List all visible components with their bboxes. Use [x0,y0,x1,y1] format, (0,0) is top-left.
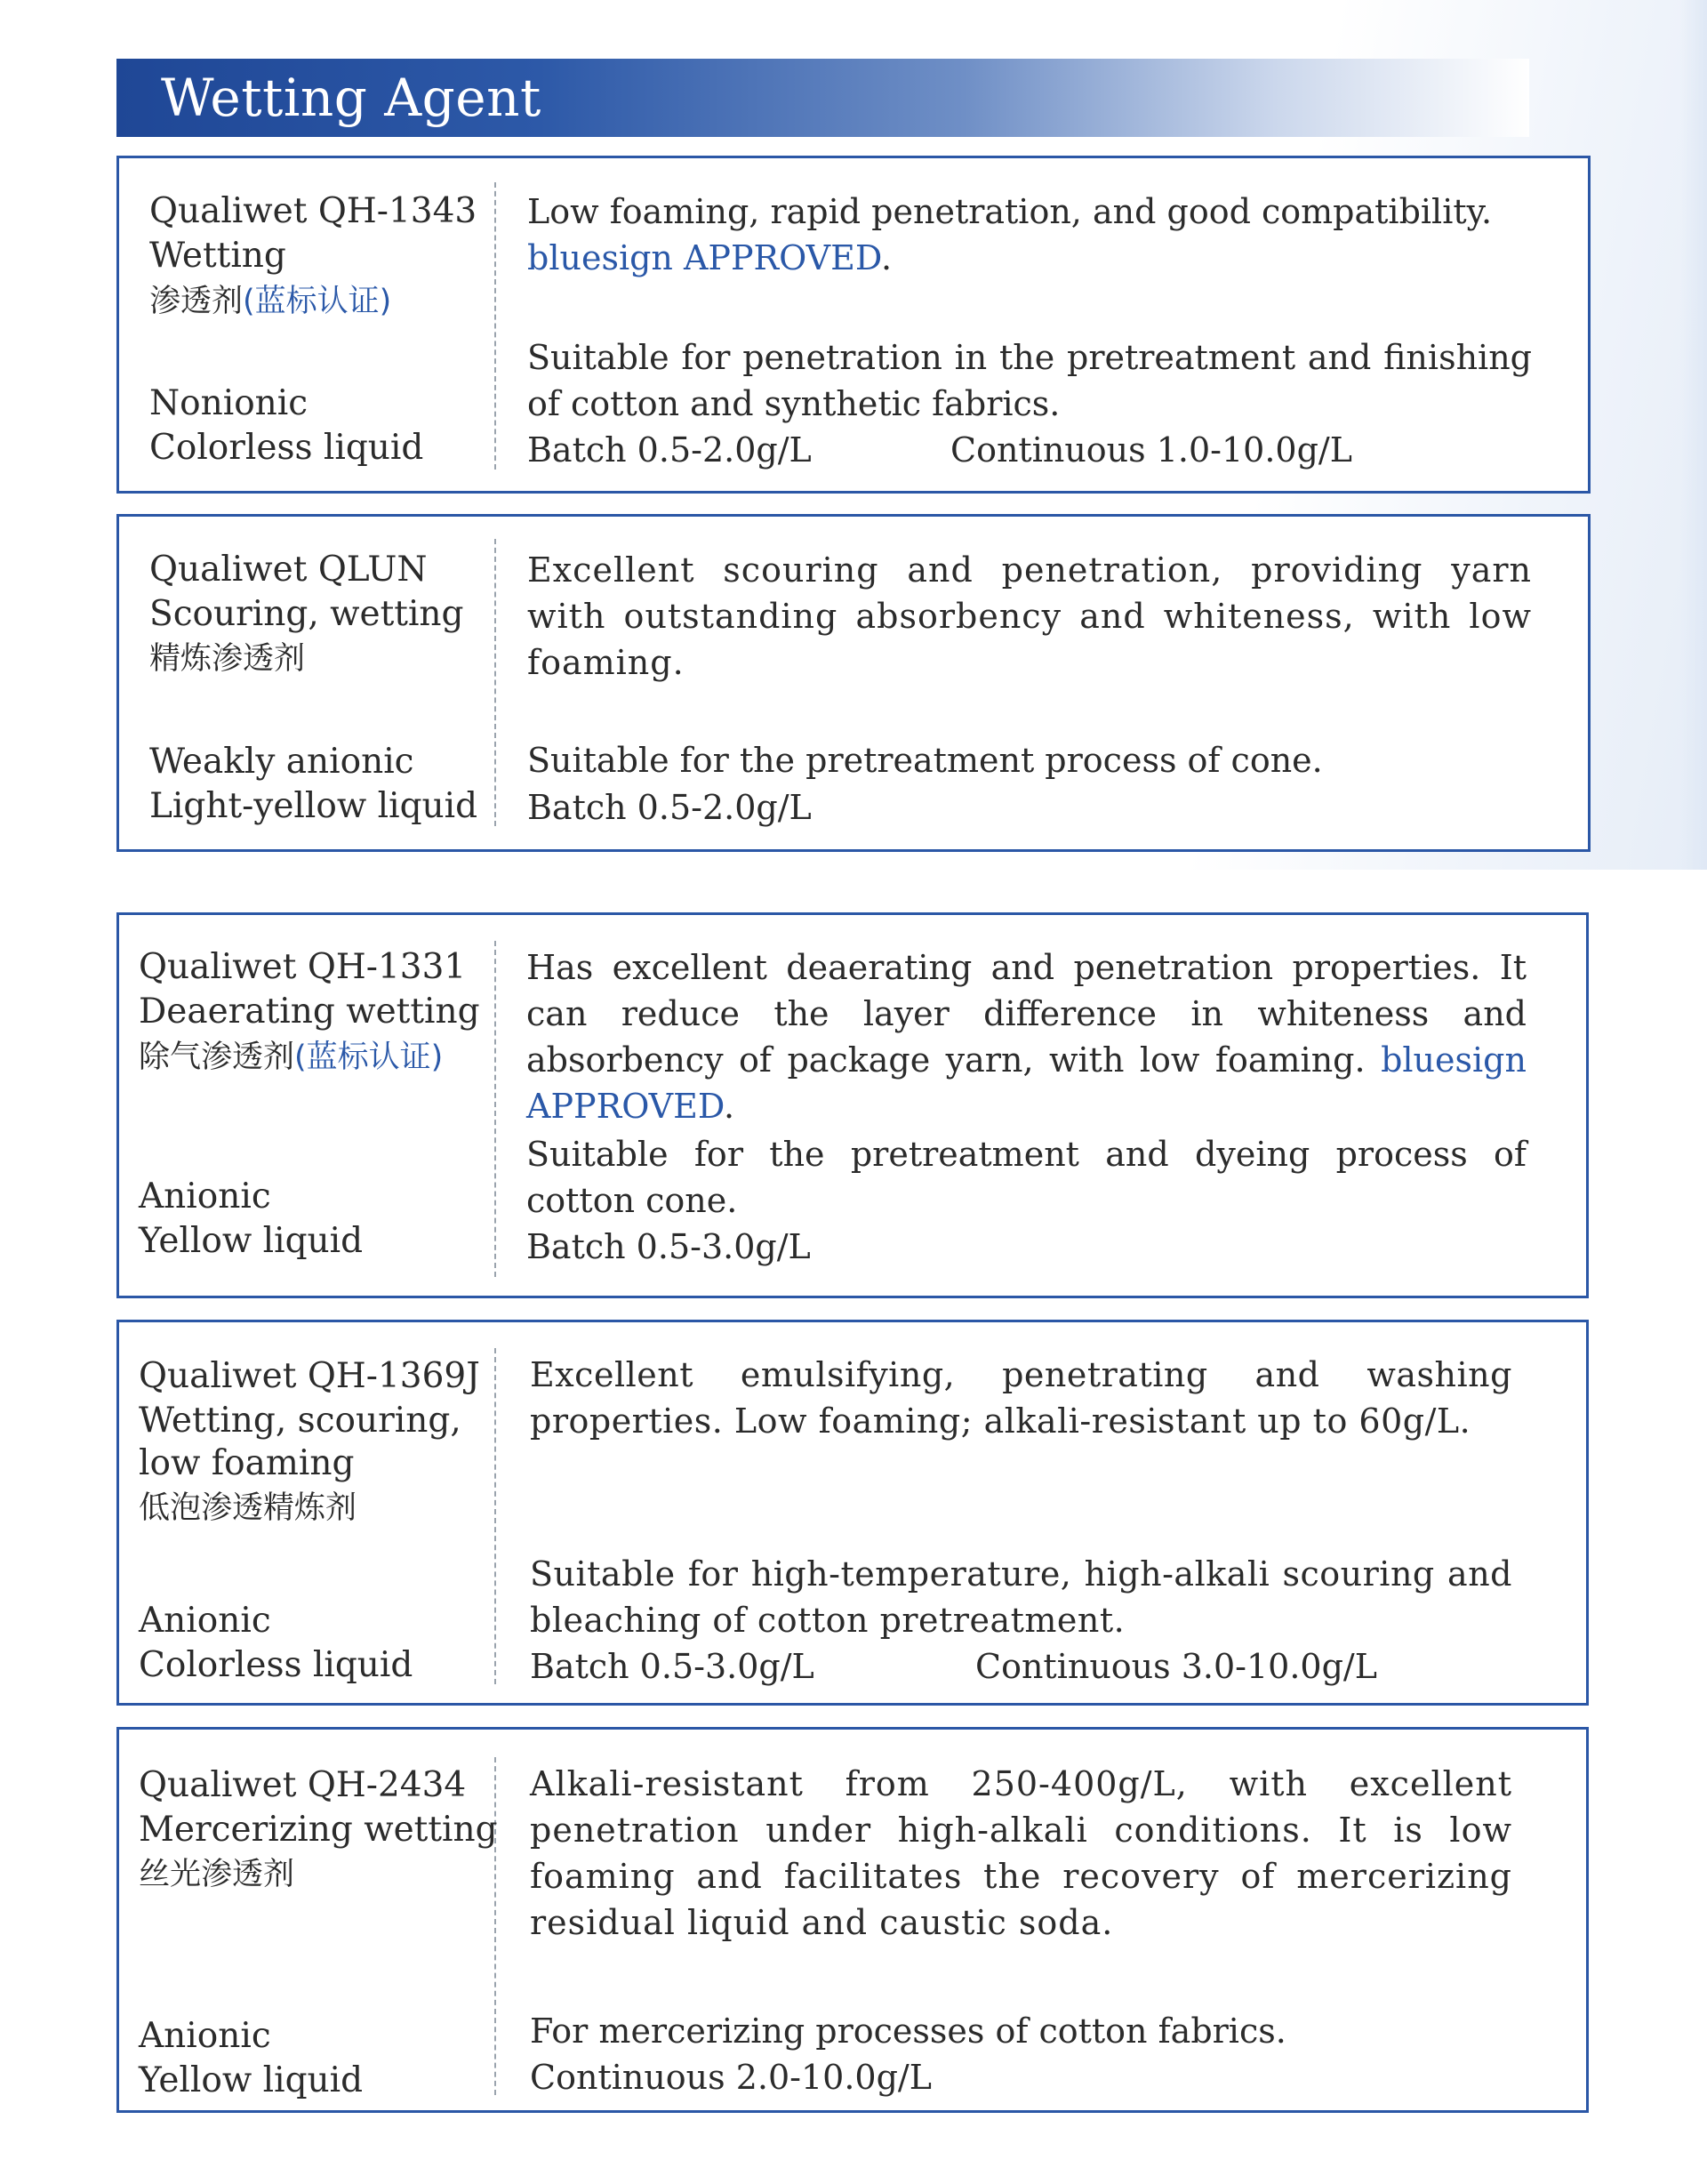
product-description: Alkali-resistant from 250-400g/L, with excellent penetration under high-alkali conditions. It is low foaming and facilitates the recovery of mercerizing residual liquid and caustic soda. [530,1764,1512,1942]
product-ionicity: Anionic [139,1176,271,1216]
product-ionicity: Anionic [139,1601,271,1641]
chinese-certification: (蓝标认证) [243,284,392,319]
product-function: Deaerating wetting [139,992,480,1032]
product-function: Scouring, wetting [149,594,464,634]
section-title: Wetting Agent [161,68,541,128]
product-function: Wetting, scouring, [139,1401,461,1441]
bluesign-certification: bluesign APPROVED [526,1040,1527,1126]
product-name: Qualiwet QH-1369J [139,1356,480,1396]
product-ionicity: Weakly anionic [149,742,414,782]
product-ionicity: Nonionic [149,383,309,423]
product-appearance: Yellow liquid [139,1221,364,1261]
page-background-edge [1680,0,1707,870]
product-function-continued: low foaming [139,1443,355,1483]
description-text: Has excellent deaerating and penetration properties. It can reduce the layer difference in whiteness and absorbency of package yarn, with low foaming. [526,948,1527,1080]
product-chinese-name: 精炼渗透剂 [149,641,306,677]
card-divider [494,941,496,1277]
product-description: Low foaming, rapid penetration, and good compatibility. bluesign APPROVED. [527,192,1493,277]
batch-dosage: Batch 0.5-3.0g/L [530,1647,814,1686]
product-application: Suitable for penetration in the pretreatment and finishing of cotton and synthetic fabrics. [527,338,1532,423]
product-name: Qualiwet QLUN [149,550,428,590]
product-application: For mercerizing processes of cotton fabrics. [530,2011,1286,2051]
product-appearance: Light-yellow liquid [149,786,478,826]
product-appearance: Colorless liquid [139,1645,413,1685]
product-description: Has excellent deaerating and penetration properties. It can reduce the layer difference in whiteness and absorbency of package yarn, with low foaming. bluesign APPROVED. [526,948,1527,1126]
product-chinese-name: 低泡渗透精炼剂 [139,1490,357,1526]
product-chinese-name [149,277,391,325]
product-name: Qualiwet QH-1331 [139,947,467,987]
product-chinese-name [139,1033,443,1080]
chinese-name-text: 除气渗透剂 [139,1040,295,1075]
product-description: Excellent emulsifying, penetrating and washing properties. Low foaming; alkali-resistant up to 60g/L. [530,1355,1512,1441]
continuous-dosage: Continuous 2.0-10.0g/L [530,2058,932,2097]
product-ionicity: Anionic [139,2016,271,2056]
product-application: Suitable for the pretreatment process of cone. [527,741,1323,780]
product-appearance: Colorless liquid [149,428,424,468]
product-application: Suitable for high-temperature, high-alkali scouring and bleaching of cotton pretreatment. [530,1554,1512,1640]
product-appearance: Yellow liquid [139,2060,364,2100]
batch-dosage: Batch 0.5-2.0g/L [527,788,812,827]
section-header [116,59,1529,137]
description-text: Low foaming, rapid penetration, and good compatibility. [527,192,1493,231]
chinese-name-text: 渗透剂 [149,284,244,319]
continuous-dosage: Continuous 3.0-10.0g/L [975,1647,1377,1686]
batch-dosage: Batch 0.5-2.0g/L [527,430,812,470]
continuous-dosage: Continuous 1.0-10.0g/L [950,430,1352,470]
product-chinese-name: 丝光渗透剂 [139,1857,295,1892]
product-description: Excellent scouring and penetration, providing yarn with outstanding absorbency and whiteness, with low foaming. [527,550,1532,682]
card-divider [494,539,496,826]
card-divider [494,182,496,470]
product-function: Mercerizing wetting [139,1810,498,1850]
bluesign-certification: bluesign APPROVED [527,238,881,277]
product-name: Qualiwet QH-2434 [139,1765,467,1805]
product-name: Qualiwet QH-1343 [149,191,477,231]
product-application: Suitable for the pretreatment and dyeing process of cotton cone. [526,1135,1527,1220]
card-divider [494,1348,496,1684]
product-function: Wetting [149,236,286,276]
chinese-certification: (蓝标认证) [294,1040,444,1075]
batch-dosage: Batch 0.5-3.0g/L [526,1227,811,1266]
